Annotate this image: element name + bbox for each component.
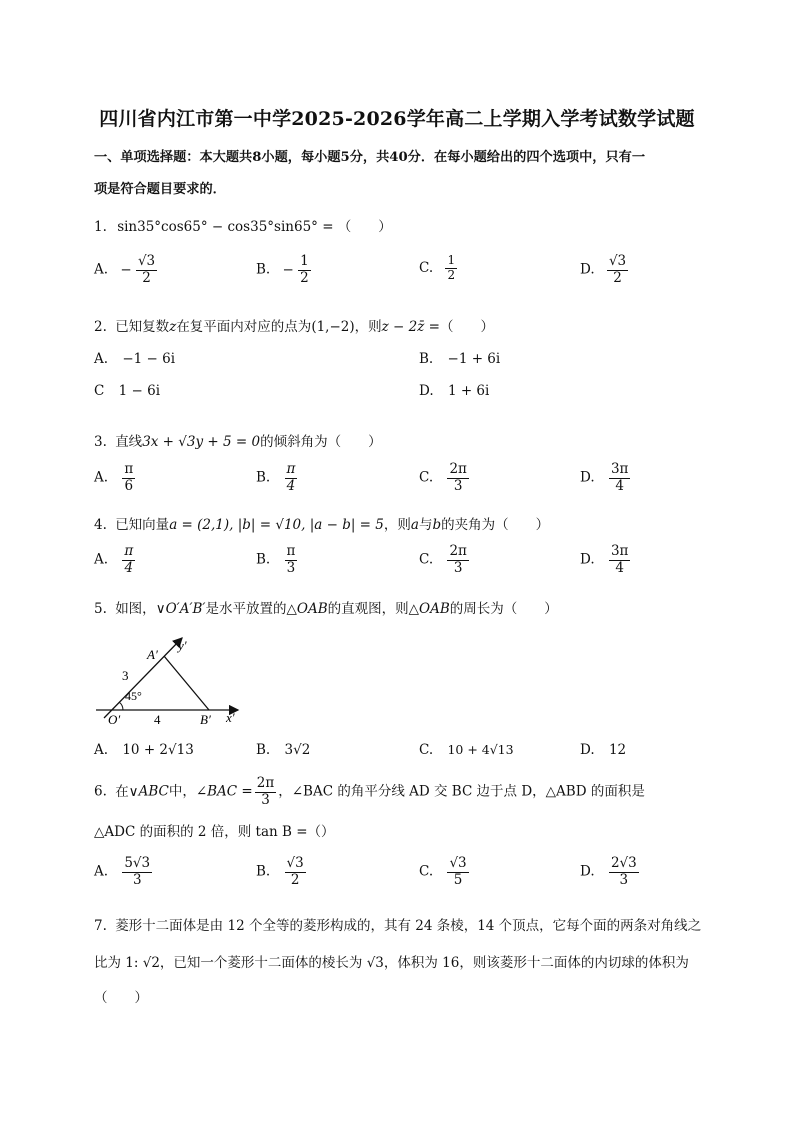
option-label: D.	[580, 863, 595, 880]
question-number: 3.	[94, 434, 107, 450]
option-fraction: $\frac{2√3}{3}$	[610, 855, 637, 888]
q3-option-a	[94, 462, 135, 494]
question-number: 2.	[94, 319, 107, 335]
stem-text: （ ）	[439, 319, 494, 335]
question-number: 5.	[94, 601, 107, 617]
option-label: B.	[256, 261, 271, 278]
q2-option-a	[94, 351, 175, 367]
angle-arc	[119, 702, 123, 710]
stem-text: 是水平放置的	[205, 601, 287, 617]
option-label: D.	[580, 742, 595, 758]
option-label: B.	[419, 351, 434, 367]
side-ab	[164, 656, 209, 710]
stem-expression: ABC	[138, 783, 169, 800]
option-value: 3√2	[284, 742, 311, 758]
stem-text: 与	[418, 517, 433, 533]
question-7-line3: （ ）	[94, 990, 148, 1006]
question-2	[94, 315, 494, 335]
label-side-4: 4	[154, 712, 161, 727]
option-fraction: $\frac{1}{2}$	[300, 253, 309, 286]
q1-option-a	[94, 254, 157, 286]
option-label: D.	[580, 469, 595, 486]
option-label: B.	[256, 551, 271, 568]
oblique-triangle-figure	[92, 632, 252, 727]
stem-text: 的直观图，则	[327, 601, 409, 617]
option-fraction: $\frac{√3}{5}$	[449, 855, 467, 888]
option-fraction: $\frac{√3}{2}$	[286, 855, 304, 888]
option-fraction: $\frac{\pi}{4}$	[124, 543, 134, 576]
q4-option-a	[94, 544, 135, 576]
stem-text: ，∠BAC 的角平分线 AD 交 BC 边于点 D，△ABD 的面积是	[278, 783, 645, 800]
q6-option-c	[419, 856, 469, 888]
label-y: y′	[178, 638, 187, 653]
q2-option-c	[94, 383, 160, 399]
stem-text: 的夹角为（ ）	[441, 517, 550, 533]
option-fraction: $\frac{\pi}{4}$	[286, 461, 296, 494]
section-header-line2: 项是符合题目要求的．	[94, 182, 226, 197]
option-label: C.	[419, 259, 434, 276]
q5-option-d	[580, 742, 626, 758]
option-value: 10 + 4√13	[447, 742, 514, 757]
option-fraction: $\frac{1}{2}$	[447, 253, 456, 282]
option-fraction: $\frac{\pi}{6}$	[124, 461, 134, 494]
label-x: x′	[226, 710, 235, 725]
q6-option-a	[94, 856, 152, 888]
stem-expression: 3x + √3y + 5 = 0	[142, 434, 261, 450]
option-value: 10 + 2√13	[122, 742, 194, 758]
option-label: C.	[419, 469, 434, 486]
option-fraction: $\frac{3\pi}{4}$	[610, 461, 629, 494]
stem-text: 菱形十二面体是由 12 个全等的菱形构成的，其有 24 条棱，14 个顶点，它每个面的两条对角线之	[115, 918, 702, 934]
option-value: −1 + 6i	[447, 351, 501, 367]
stem-text: 在∨	[115, 783, 139, 800]
q3-option-d	[580, 462, 630, 494]
option-value: 12	[608, 742, 627, 758]
option-label: D.	[580, 261, 595, 278]
question-number: 7.	[94, 918, 107, 934]
option-label: C.	[419, 551, 434, 568]
option-fraction: $\frac{2\pi}{3}$	[449, 461, 467, 494]
option-value: 1 + 6i	[447, 383, 490, 399]
stem-vector: b	[432, 517, 442, 533]
q4-option-b	[256, 544, 297, 576]
question-stem: sin35°cos65° − cos35°sin65° = （ ）	[117, 219, 392, 235]
q2-option-d	[419, 383, 489, 399]
option-sign: −	[282, 261, 294, 278]
q6-option-b	[256, 856, 306, 888]
stem-text: 直线	[115, 434, 143, 450]
stem-expression: △OAB	[408, 601, 450, 617]
option-label: B.	[256, 863, 271, 880]
option-label: C	[94, 383, 105, 399]
stem-expression: ∠BAC =	[195, 783, 253, 800]
q1-option-c	[419, 254, 457, 283]
stem-fraction: $\frac{2\pi}{3}$	[256, 775, 275, 808]
question-number: 1.	[94, 219, 107, 235]
question-6-line2: △ADC 的面积的 2 倍，则 tan B =（）	[94, 824, 335, 840]
q1-option-d	[580, 254, 628, 286]
q5-option-a	[94, 742, 194, 758]
option-fraction: $\frac{√3}{2}$	[608, 253, 627, 286]
q4-option-c	[419, 544, 469, 576]
stem-text: ，则	[354, 319, 382, 335]
question-number: 4.	[94, 517, 107, 533]
stem-text: 如图，	[115, 601, 156, 617]
option-fraction: $\frac{3\pi}{4}$	[610, 543, 629, 576]
stem-expression: △OAB	[286, 601, 328, 617]
stem-text: 在复平面内对应的点为	[176, 319, 312, 335]
question-number: 6.	[94, 783, 107, 800]
option-fraction: $\frac{2\pi}{3}$	[449, 543, 467, 576]
option-label: D.	[419, 383, 434, 399]
page-title: 四川省内江市第一中学2025-2026学年高二上学期入学考试数学试题	[99, 108, 695, 130]
option-label: A.	[94, 551, 109, 568]
label-angle: 45°	[125, 689, 142, 703]
option-label: A.	[94, 261, 109, 278]
stem-vector: a	[410, 517, 419, 533]
stem-point: (1,−2)	[311, 319, 355, 335]
stem-text: 已知复数	[115, 319, 170, 335]
option-label: B.	[256, 469, 271, 486]
option-fraction: $\frac{\pi}{3}$	[286, 543, 296, 576]
stem-expression: a = (2,1), |b| = √10, |a − b| = 5	[169, 517, 384, 533]
option-label: D.	[580, 551, 595, 568]
stem-expression: z − 2z̄ =	[381, 319, 440, 335]
option-label: C.	[419, 863, 434, 880]
option-fraction: $\frac{5√3}{3}$	[124, 855, 151, 888]
option-value: −1 − 6i	[122, 351, 176, 367]
label-a: A′	[147, 647, 158, 662]
q3-option-b	[256, 462, 297, 494]
option-label: B.	[256, 742, 271, 758]
q3-option-c	[419, 462, 469, 494]
q5-option-b	[256, 742, 310, 758]
question-5	[94, 597, 558, 617]
option-fraction: $\frac{√3}{2}$	[137, 253, 156, 286]
q5-option-c	[419, 742, 514, 758]
question-7-line2: 比为 1: √2，已知一个菱形十二面体的棱长为 √3，体积为 16，则该菱形十二面体的内切球的体积为	[94, 955, 689, 971]
option-sign: −	[120, 261, 132, 278]
q1-option-b	[256, 254, 311, 286]
option-label: A.	[94, 351, 109, 367]
question-6	[94, 776, 645, 808]
stem-text: ，则	[383, 517, 411, 533]
label-o: O′	[108, 712, 121, 727]
label-side-3: 3	[122, 668, 129, 683]
section-header-line1: 一、单项选择题：本大题共8小题，每小题5分，共40分．在每小题给出的四个选项中，只有一	[94, 150, 646, 165]
question-1	[94, 215, 392, 235]
question-4	[94, 513, 549, 533]
q2-option-b	[419, 351, 500, 367]
option-label: A.	[94, 742, 109, 758]
stem-text: 已知向量	[115, 517, 170, 533]
stem-expression: ∨O′A′B′	[155, 601, 206, 617]
option-label: A.	[94, 469, 109, 486]
option-label: A.	[94, 863, 109, 880]
q6-option-d	[580, 856, 639, 888]
y-axis	[104, 638, 182, 718]
stem-var: z	[169, 319, 177, 335]
question-3	[94, 430, 382, 450]
question-7	[94, 914, 701, 934]
option-value: 1 − 6i	[118, 383, 161, 399]
q4-option-d	[580, 544, 630, 576]
label-b: B′	[200, 712, 211, 727]
stem-text: 中，	[168, 783, 196, 800]
stem-text: 的周长为（ ）	[449, 601, 558, 617]
option-label: C.	[419, 742, 434, 758]
stem-text: 的倾斜角为（ ）	[260, 434, 382, 450]
